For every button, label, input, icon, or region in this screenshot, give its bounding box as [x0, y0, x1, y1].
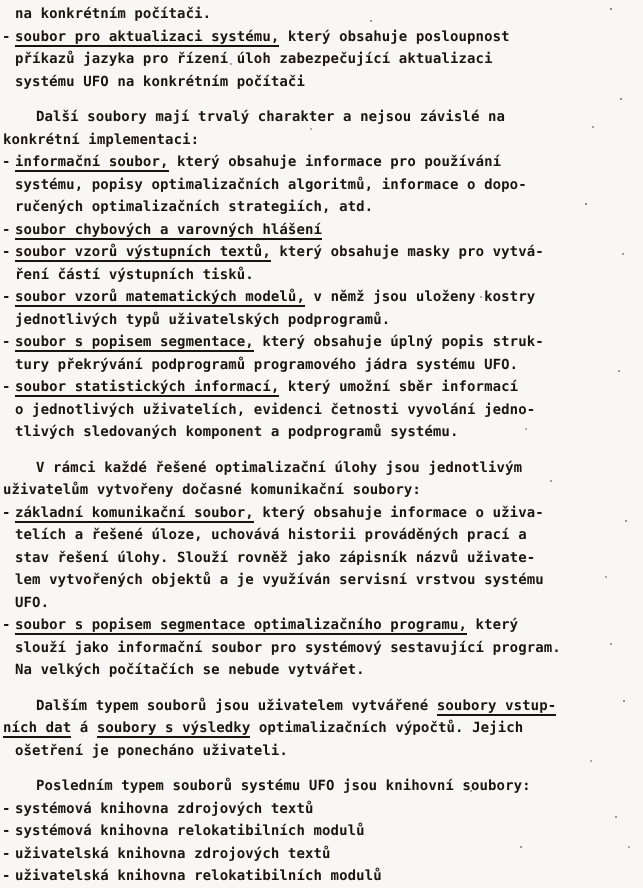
- text-segment: lem vytvořených objektů a je využíván servisní vrstvou systému: [15, 572, 544, 588]
- text-segment: Další soubory mají trvalý charakter a nejsou závislé na: [36, 109, 506, 125]
- text-line: [0, 3, 635, 26]
- list-dash: -: [2, 868, 11, 884]
- text-line: [0, 421, 635, 444]
- text-line: [0, 71, 635, 94]
- text-line: [0, 106, 635, 129]
- list-dash: -: [2, 504, 11, 521]
- text-line: [0, 354, 635, 377]
- text-segment: uživatelská knihovna relokatibilních modulů: [15, 868, 382, 884]
- list-dash: -: [2, 221, 11, 238]
- underlined-term: soubor statistických informací,: [15, 379, 280, 395]
- text-segment: systému, popisy optimalizačních algoritmů, informace o dopo-: [15, 176, 527, 193]
- text-line: [0, 547, 635, 570]
- text-segment: uživatelům vytvořeny dočasné komunikační soubory:: [3, 482, 421, 498]
- list-dash: -: [2, 800, 11, 817]
- text-line: [0, 695, 635, 718]
- text-segment: Dalším typem souborů jsou uživatelem vytvářené: [36, 697, 437, 714]
- text-line: [0, 592, 635, 615]
- list-dash: -: [2, 28, 11, 45]
- underlined-term: soubor pro aktualizaci systému,: [15, 28, 280, 45]
- list-dash: -: [2, 334, 11, 350]
- text-line: [0, 48, 635, 71]
- text-segment: systémová knihovna relokatibilních modulů: [15, 823, 365, 839]
- text-segment: uživatelská knihovna zdrojových textů: [15, 845, 331, 862]
- underlined-term: soubor vzorů výstupních textů,: [15, 244, 271, 260]
- text-segment: tury překrývání podprogramů programového jádra systému UFO.: [15, 356, 519, 373]
- text-line: [0, 241, 635, 264]
- text-line: [0, 151, 635, 174]
- text-line: [0, 309, 635, 332]
- text-line: [0, 524, 635, 547]
- text-segment: optimalizačních výpočtů. Jejich: [250, 720, 524, 736]
- text-segment: systémová knihovna zdrojových textů: [15, 800, 314, 817]
- text-line: [0, 820, 635, 843]
- scan-noise-specks: [610, 8, 612, 10]
- underlined-term: soubor chybových a varovných hlášení: [15, 221, 323, 238]
- text-line: [0, 659, 635, 682]
- text-line: [0, 376, 635, 399]
- underlined-term: soubor s popisem segmentace,: [15, 334, 254, 350]
- text-line: [0, 502, 635, 525]
- text-segment: který: [467, 617, 519, 633]
- underlined-term: ních dat: [3, 720, 72, 736]
- text-segment: stav řešení úlohy. Slouží rovněž jako zápisník názvů uživate-: [15, 549, 536, 566]
- text-line: [0, 798, 635, 821]
- text-segment: á: [71, 720, 97, 736]
- text-segment: který obsahuje informace o uživa-: [253, 504, 544, 521]
- text-segment: příkazů jazyka pro řízení úloh zabezpečující aktualizaci: [15, 51, 493, 67]
- text-segment: slouží jako informační soubor pro systémový sestavující program.: [15, 639, 561, 656]
- underlined-term: soubor s popisem segmentace optimalizačního programu,: [15, 617, 468, 633]
- underlined-term: základní komunikační soubor,: [15, 504, 254, 521]
- text-segment: konkrétní implementaci:: [3, 131, 200, 148]
- underlined-term: soubory vstup-: [436, 697, 557, 714]
- text-line: [0, 219, 635, 242]
- text-segment: v němž jsou uloženy kostry: [304, 289, 536, 305]
- text-segment: který obsahuje úplný popis struk-: [253, 334, 544, 350]
- underlined-term: soubor vzorů matematických modelů,: [15, 289, 305, 305]
- text-segment: který obsahuje posloupnost: [279, 28, 510, 45]
- text-line: [0, 614, 635, 637]
- list-dash: -: [2, 289, 11, 305]
- text-segment: Na velkých počítačích se nebude vytvářet.: [15, 662, 365, 678]
- underlined-term: informační soubor,: [15, 154, 169, 170]
- text-line: [0, 331, 635, 354]
- text-segment: UFO.: [15, 594, 50, 611]
- text-segment: který umožní sběr informací: [279, 379, 519, 395]
- text-segment: o jednotlivých uživatelích, evidenci četnosti vyvolání jedno-: [15, 401, 536, 418]
- list-dash: -: [2, 244, 11, 260]
- text-line: [0, 479, 635, 502]
- document-body: [0, 3, 635, 888]
- text-line: [0, 457, 635, 480]
- text-line: [0, 286, 635, 309]
- list-dash: -: [2, 823, 11, 839]
- text-line: [0, 26, 635, 49]
- text-segment: jednotlivých typů uživatelských podprogramů.: [15, 311, 391, 328]
- text-line: [0, 717, 635, 740]
- text-segment: systému UFO na konkrétním počítači: [15, 73, 305, 90]
- text-segment: tlivých sledovaných komponent a podprogramů systému.: [15, 424, 459, 440]
- text-segment: který obsahuje informace pro používání: [168, 154, 502, 170]
- text-segment: Posledním typem souborů systému UFO jsou knihovní soubory:: [36, 778, 531, 794]
- text-segment: telích a řešené úloze, uchovává historii prováděných prací a: [15, 527, 527, 543]
- list-dash: -: [2, 154, 11, 170]
- text-line: [0, 740, 635, 763]
- text-segment: V rámci každé řešené optimalizační úlohy jsou jednotlivým: [36, 459, 523, 476]
- text-line: [0, 129, 635, 152]
- text-line: [0, 174, 635, 197]
- text-segment: ošetření je ponecháno uživateli.: [15, 742, 288, 759]
- text-line: [0, 775, 635, 798]
- text-line: [0, 264, 635, 287]
- list-dash: -: [2, 845, 11, 862]
- text-line: [0, 569, 635, 592]
- text-segment: ření částí výstupních tisků.: [15, 266, 254, 283]
- text-segment: který obsahuje masky pro vytvá-: [270, 244, 544, 260]
- text-line: [0, 637, 635, 660]
- text-segment: na konkrétním počítači.: [15, 6, 212, 22]
- list-dash: -: [2, 617, 11, 633]
- text-line: [0, 843, 635, 866]
- underlined-term: soubory s výsledky: [96, 720, 251, 736]
- text-line: [0, 865, 635, 888]
- list-dash: -: [2, 379, 11, 395]
- text-line: [0, 399, 635, 422]
- text-line: [0, 196, 635, 219]
- text-segment: ručených optimalizačních strategiích, atd.: [15, 199, 374, 215]
